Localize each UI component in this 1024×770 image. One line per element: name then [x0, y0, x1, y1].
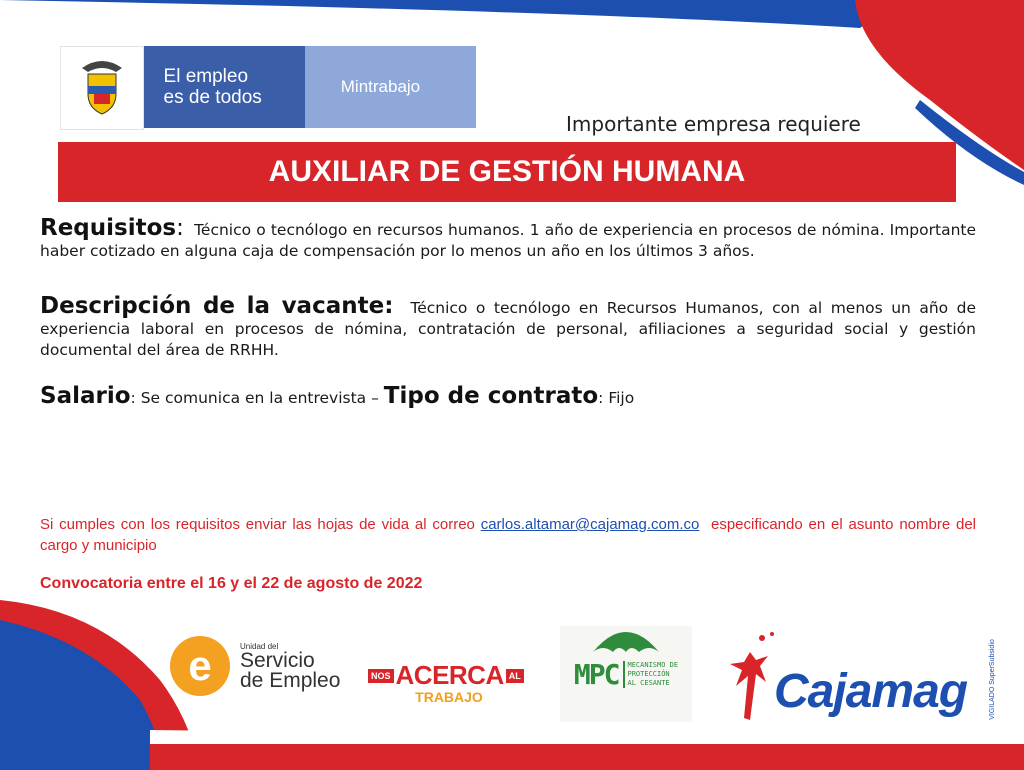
mpc-letters: MPC: [573, 658, 619, 691]
mpc-logo: [560, 626, 692, 722]
mpc-line2: PROTECCIÓN: [627, 670, 670, 678]
servicio-empleo-logo: [170, 636, 340, 696]
cajamag-logo: [722, 630, 1012, 730]
acerca-trabajo: TRABAJO: [415, 689, 483, 705]
top-blue-band: [0, 0, 890, 28]
gov-logo: [60, 46, 476, 128]
bottom-red-band: [150, 744, 1024, 770]
note-prefix: Si cumples con los requisitos enviar las hojas de vida al correo: [40, 516, 475, 533]
convocatoria-dates: Convocatoria entre el 16 y el 22 de agosto de 2022: [40, 575, 423, 592]
salario-colon: :: [130, 389, 136, 407]
logo-line1: El empleo: [163, 66, 249, 87]
requisitos-section: [40, 215, 977, 262]
servicio-e-icon: [170, 636, 230, 696]
servicio-letter: e: [188, 642, 212, 689]
logo-ministry: [305, 46, 476, 128]
servicio-line2: de Empleo: [240, 668, 341, 692]
descripcion-text: Técnico o tecnólogo en Recursos Humanos, con al menos un año de experiencia laboral en procesos de nómina, contratación de personal, afiliaciones a seguridad social y gestión documental del área de RRHH.: [40, 299, 976, 359]
umbrella-icon: [591, 626, 661, 656]
servicio-line1: Servicio: [240, 648, 315, 672]
application-note: [40, 514, 976, 556]
logo-line2: es de todos: [163, 87, 262, 108]
salario-section: [40, 383, 976, 409]
cajamag-figure-icon: [722, 630, 782, 730]
logo-ministry-label: Mintrabajo: [340, 77, 421, 96]
requisitos-colon: :: [176, 215, 184, 241]
servicio-text: [240, 642, 340, 691]
note-suffix: especificando en el asunto nombre del cargo y municipio: [40, 516, 977, 554]
subheading: Importante empresa requiere: [566, 112, 861, 136]
vigilado-text: VIGILADO SuperSubsidio: [988, 639, 996, 720]
descripcion-label: Descripción de la vacante:: [40, 293, 394, 319]
cajamag-wordmark: Cajamag: [774, 665, 968, 718]
salario-text: Se comunica en la entrevista –: [140, 389, 379, 407]
salario-label: Salario: [40, 383, 131, 409]
requisitos-label: Requisitos: [40, 215, 177, 241]
bottom-blue-band: [150, 730, 1024, 744]
logo-empleo-text: [144, 46, 305, 128]
servicio-small: Unidad del: [240, 641, 279, 651]
contrato-label: Tipo de contrato: [383, 383, 599, 409]
coat-of-arms-icon: [60, 46, 144, 130]
acerca-nos: NOS: [368, 669, 394, 683]
acerca-al: AL: [506, 669, 524, 683]
vigilado-badge: [988, 630, 1006, 730]
acerca-main: ACERCA: [395, 660, 504, 690]
title-bar: [58, 142, 956, 202]
descripcion-section: [40, 293, 976, 361]
job-title: AUXILIAR DE GESTIÓN HUMANA: [268, 155, 746, 188]
acerca-trabajo-logo: [368, 660, 530, 705]
contrato-value: : Fijo: [598, 389, 635, 407]
requisitos-text: Técnico o tecnólogo en recursos humanos. 1 año de experiencia en procesos de nómina. Importante haber cotizado en alguna caja de compensación por lo menos un año en los últimos 3 años.: [40, 221, 977, 260]
mpc-line3: AL CESANTE: [627, 679, 670, 687]
mpc-line1: MECANISMO DE: [627, 661, 679, 669]
email-link[interactable]: carlos.altamar@cajamag.com.co: [480, 516, 700, 533]
